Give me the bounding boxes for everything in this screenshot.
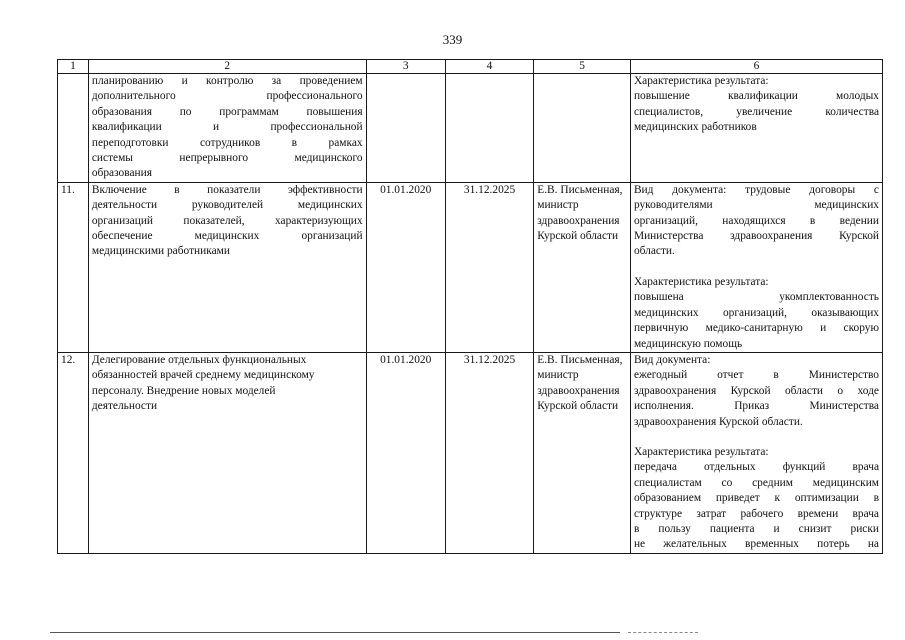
text-line: образованием приведет к оптимизации в: [633, 492, 879, 505]
cell-responsible: [534, 182, 631, 352]
text-line: руководителями медицинских: [633, 199, 879, 212]
text-line: структуре затрат рабочего времени врача: [633, 507, 879, 520]
text-line: специалистов, увеличение количества: [633, 105, 879, 118]
text-line: медицинских работников: [633, 121, 757, 134]
bottom-divider: [50, 632, 620, 633]
text-line: системы непрерывного медицинского: [91, 152, 363, 165]
page-number: 339: [442, 32, 463, 47]
text-line: медицинскими работниками: [91, 245, 230, 258]
cell-start-date: [366, 74, 445, 183]
column-header-5: 5: [534, 60, 631, 74]
cell-end-date: 31.12.2025: [445, 352, 533, 553]
text-line: Министерства здравоохранения Курской: [633, 230, 879, 243]
text-line: здравоохранения Курской области о ходе: [633, 384, 879, 397]
cell-measure-text: [88, 74, 366, 183]
cell-start-date: 01.01.2020: [366, 182, 445, 352]
cell-number: 11.: [58, 182, 89, 352]
text-line: Е.В. Письменная,: [537, 353, 623, 366]
text-line: министр: [537, 199, 579, 212]
text-line: деятельности: [91, 400, 158, 413]
text-line: обеспечение медицинских организаций: [91, 230, 363, 243]
bottom-divider-dashed: [628, 632, 698, 633]
table-row-continuation: [58, 74, 883, 183]
text-line: Вид документа:: [633, 353, 711, 366]
cell-measure-text: [88, 182, 366, 352]
text-line: в пользу пациента и снизит риски: [633, 522, 879, 535]
text-line: Включение в показатели эффективности: [91, 183, 363, 196]
column-header-4: 4: [445, 60, 533, 74]
text-line: квалификации и профессиональной: [91, 121, 363, 134]
cell-number: 12.: [58, 352, 89, 553]
text-line: первичную медико-санитарную и скорую: [633, 322, 879, 335]
column-header-3: 3: [366, 60, 445, 74]
text-line: дополнительного профессионального: [91, 90, 363, 103]
column-header-6: 6: [630, 60, 882, 74]
column-header-1: 1: [58, 60, 89, 74]
cell-responsible: [534, 352, 631, 553]
text-line: обязанностей врачей среднему медицинскому: [91, 369, 315, 382]
text-line: образования по программам повышения: [91, 105, 363, 118]
text-line: специалистам со средним медицинским: [633, 476, 879, 489]
cell-end-date: [445, 74, 533, 183]
text-line: министр: [537, 369, 579, 382]
text-line: медицинских организаций, оказывающих: [633, 306, 879, 319]
text-line: Характеристика результата:: [633, 75, 769, 87]
text-line: организаций показателей, характеризующих: [91, 214, 363, 227]
text-line: исполнения. Приказ Министерства: [633, 400, 879, 413]
text-line: планированию и контролю за проведением: [91, 75, 363, 87]
cell-responsible: [534, 74, 631, 183]
table-row-11: [58, 182, 883, 352]
cell-result: [630, 352, 882, 553]
text-line: здравоохранения: [537, 214, 620, 227]
text-line: здравоохранения Курской области.: [633, 415, 803, 428]
text-line: Курской области: [537, 400, 619, 413]
text-line: передача отдельных функций врача: [633, 461, 879, 474]
table-header-row: [58, 60, 883, 74]
text-line: Характеристика результата:: [633, 275, 769, 288]
text-line: здравоохранения: [537, 384, 620, 397]
cell-start-date: 01.01.2020: [366, 352, 445, 553]
text-line: не желательных временных потерь на: [633, 538, 879, 551]
cell-end-date: 31.12.2025: [445, 182, 533, 352]
cell-result: [630, 182, 882, 352]
text-line: области.: [633, 245, 675, 258]
text-line: персоналу. Внедрение новых моделей: [91, 384, 276, 397]
table-row-12: [58, 352, 883, 553]
column-header-2: 2: [88, 60, 366, 74]
text-line: Е.В. Письменная,: [537, 183, 623, 196]
text-line: организаций, находящихся в ведении: [633, 214, 879, 227]
cell-number: [58, 74, 89, 183]
cell-result: [630, 74, 882, 183]
text-line: Вид документа: трудовые договоры с: [633, 183, 879, 196]
text-line: Характеристика результата:: [633, 445, 769, 458]
cell-measure-text: [88, 352, 366, 553]
text-line: медицинскую помощь: [633, 337, 743, 350]
text-line: повышение квалификации молодых: [633, 90, 879, 103]
text-line: ежегодный отчет в Министерство: [633, 369, 879, 382]
measures-table: [57, 59, 883, 554]
text-line: Курской области: [537, 230, 619, 243]
text-line: деятельности руководителей медицинских: [91, 199, 363, 212]
text-line: повышена укомплектованность: [633, 291, 879, 304]
text-line: Делегирование отдельных функциональных: [91, 353, 307, 366]
text-line: образования: [91, 167, 152, 180]
text-line: переподготовки сотрудников в рамках: [91, 136, 363, 149]
